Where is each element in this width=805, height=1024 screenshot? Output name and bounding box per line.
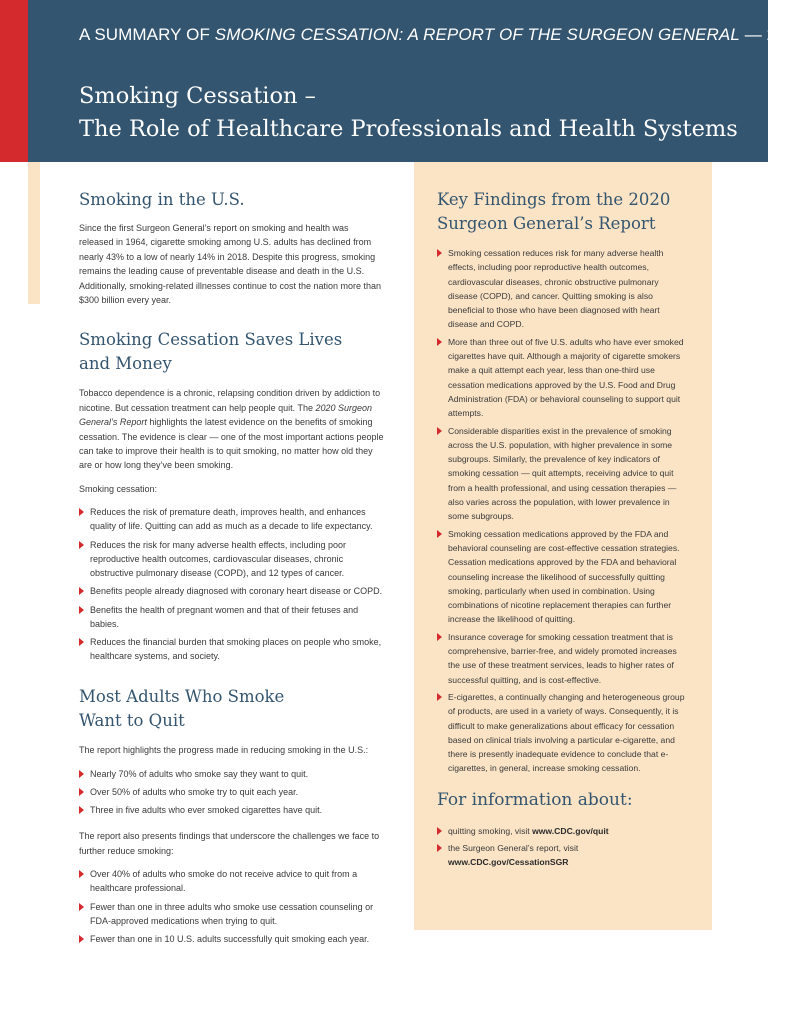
- list-item-text: Benefits the health of pregnant women and that of their fetuses and babies.: [90, 604, 359, 629]
- section-intro-progress: The report highlights the progress made in reducing smoking in the U.S.:: [79, 745, 369, 756]
- info-list: [437, 824, 690, 870]
- bullet-arrow-icon: [79, 806, 84, 814]
- bullet-arrow-icon: [79, 587, 84, 595]
- section-heading-saves-lives: [79, 328, 384, 376]
- sidebar-content: [437, 188, 690, 882]
- body-text: Tobacco dependence is a chronic, relapsing condition driven by addiction to nicotine. But cessation treatment can help people quit. The: [79, 388, 381, 413]
- list-item: [79, 803, 384, 817]
- findings-list: [437, 246, 690, 776]
- info-item: [437, 824, 690, 838]
- list-item: [79, 900, 384, 928]
- list-item: [79, 505, 384, 533]
- benefits-list: [79, 505, 384, 663]
- cdc-quit-link[interactable]: www.CDC.gov/quit: [532, 825, 609, 836]
- cdc-cessation-sgr-link[interactable]: www.CDC.gov/CessationSGR: [448, 857, 569, 868]
- info-heading: For information about:: [437, 789, 633, 810]
- bullet-arrow-icon: [79, 770, 84, 778]
- list-item-text: Benefits people already diagnosed with coronary heart disease or COPD.: [90, 586, 383, 597]
- peach-accent-strip: [28, 162, 40, 304]
- finding-item: [437, 527, 690, 627]
- challenges-list: [79, 867, 384, 946]
- list-item-text: Reduces the financial burden that smoking places on people who smoke, healthcare systems, and society.: [90, 636, 382, 662]
- report-kicker: [79, 23, 805, 47]
- page-title: [79, 80, 738, 146]
- report-title-italic: 2020 Surgeon General’s Report: [79, 402, 373, 428]
- bullet-arrow-icon: [437, 844, 442, 852]
- list-item: [79, 538, 384, 581]
- sidebar-heading-line2: Surgeon General’s Report: [437, 214, 656, 233]
- sidebar-heading-line1: Key Findings from the 2020: [437, 190, 671, 209]
- section-heading-want-to-quit: [79, 685, 384, 733]
- bullet-arrow-icon: [437, 827, 442, 835]
- page-title-line2: The Role of Healthcare Professionals and Health Systems: [79, 116, 738, 142]
- info-item-text: the Surgeon General’s report, visit: [448, 842, 579, 853]
- page-title-line1: Smoking Cessation –: [79, 83, 316, 109]
- list-item-text: Reduces the risk of premature death, improves health, and enhances quality of life. Quitting can add as much as a decade to life expectancy.: [90, 507, 373, 532]
- bullet-arrow-icon: [437, 338, 442, 346]
- body-text: highlights the latest evidence on the benefits of smoking cessation. The evidence is clear — one of the most important actions people can take to improve their health is to quit smoking, no matter how old they are or how long they’ve been smoking.: [79, 417, 384, 471]
- section-heading-want-to-quit-line2: Want to Quit: [79, 711, 185, 731]
- key-findings-sidebar: [414, 162, 712, 930]
- bullet-arrow-icon: [79, 788, 84, 796]
- kicker-report-title: SMOKING CESSATION: A REPORT OF THE SURGEON GENERAL: [214, 25, 740, 44]
- list-item: [79, 932, 384, 946]
- list-item: [79, 635, 384, 663]
- list-item: [79, 785, 384, 799]
- bullet-arrow-icon: [79, 638, 84, 646]
- progress-list: [79, 767, 384, 818]
- section-heading-saves-lives-line2: and Money: [79, 354, 172, 374]
- section-body-saves-lives: [79, 386, 384, 472]
- finding-text: E-cigarettes, a continually changing and heterogeneous group of products, are used in a variety of ways. Consequently, it is difficult to make generalizations about efficacy for cessation based on clinical trials involving a particular e-cigarette, and there is presently inadequate evidence to conclude that e-cigarettes, in general, increase smoking cessation.: [448, 691, 685, 774]
- bullet-arrow-icon: [437, 427, 442, 435]
- section-body-smoking-us: Since the first Surgeon General’s report on smoking and health was released in 1964, cigarette smoking among U.S. adults has declined from nearly 43% to a low of nearly 14% in 2018. Despite this progress, smoking remains the leading cause of preventable disease and death in the U.S. Additionally, smoking-related illnesses continue to cost the nation more than $300 billion every year.: [79, 223, 382, 306]
- main-column: [79, 188, 384, 958]
- bullet-arrow-icon: [79, 541, 84, 549]
- bullet-arrow-icon: [437, 693, 442, 701]
- info-item: [437, 841, 690, 870]
- finding-text: Smoking cessation medications approved by the FDA and behavioral counseling are cost-effective cessation strategies. Cessation medications approved by the FDA and behavioral counseling increase the likelihood of successfully quitting smoking, particularly when used in combination. Using combinations of nicotine replacement therapies can further increase the likelihood of quitting.: [448, 528, 680, 625]
- finding-item: [437, 690, 690, 776]
- finding-item: [437, 424, 690, 524]
- section-heading-want-to-quit-line1: Most Adults Who Smoke: [79, 687, 285, 707]
- finding-item: [437, 246, 690, 332]
- finding-text: More than three out of five U.S. adults who have ever smoked cigarettes have quit. Although a majority of cigarette smokers make a quit attempt each year, less than one-third use cessation medications approved by the U.S. Food and Drug Administration (FDA) or behavioral counseling to support quit attempts.: [448, 336, 684, 419]
- finding-text: Smoking cessation reduces risk for many adverse health effects, including poor reproductive health outcomes, cardiovascular diseases, chronic obstructive pulmonary disease (COPD), and cancer. Quitting smoking is also beneficial to those who have been diagnosed with heart disease and COPD.: [448, 248, 664, 330]
- list-item: [79, 603, 384, 631]
- list-item: [79, 867, 384, 895]
- kicker-prefix: A SUMMARY OF: [79, 25, 215, 44]
- bullet-arrow-icon: [79, 870, 84, 878]
- red-accent-bar: [0, 0, 28, 162]
- bullet-arrow-icon: [437, 249, 442, 257]
- list-item-text: Fewer than one in three adults who smoke use cessation counseling or FDA-approved medications when trying to quit.: [90, 901, 374, 926]
- finding-text: Insurance coverage for smoking cessation treatment that is comprehensive, barrier-free, and widely promoted increases the use of these treatment services, leads to higher rates of successful quitting, and is cost-effective.: [448, 631, 677, 685]
- list-item: [79, 584, 384, 598]
- section-heading-smoking-us: Smoking in the U.S.: [79, 190, 245, 209]
- bullet-arrow-icon: [79, 606, 84, 614]
- finding-item: [437, 335, 690, 421]
- list-item-text: Three in five adults who ever smoked cigarettes have quit.: [90, 805, 323, 816]
- list-item-text: Fewer than one in 10 U.S. adults successfully quit smoking each year.: [90, 933, 370, 944]
- bullet-arrow-icon: [79, 903, 84, 911]
- bullet-arrow-icon: [437, 530, 442, 538]
- section-intro-challenges: The report also presents findings that underscore the challenges we face to further reduce smoking:: [79, 831, 380, 856]
- sidebar-heading: [437, 188, 690, 236]
- bullet-arrow-icon: [79, 935, 84, 943]
- list-item-text: Over 40% of adults who smoke do not receive advice to quit from a healthcare professional.: [90, 869, 358, 894]
- list-item-text: Reduces the risk for many adverse health effects, including poor reproductive health outcomes, cardiovascular diseases, chronic obstructive pulmonary disease (COPD), and 12 types of cancer.: [90, 539, 346, 579]
- bullet-arrow-icon: [79, 508, 84, 516]
- list-item-text: Over 50% of adults who smoke try to quit each year.: [90, 786, 299, 797]
- kicker-year: — 2020: [739, 25, 805, 44]
- list-item-text: Nearly 70% of adults who smoke say they want to quit.: [90, 768, 309, 779]
- finding-text: Considerable disparities exist in the prevalence of smoking across the U.S. population, with higher prevalence in some subgroups. Similarly, the prevalence of key indicators of smoking cessation — quit attempts, receiving advice to quit from a health professional, and using cessation therapies — also varies across the population, with lower prevalence in some subgroups.: [448, 425, 677, 522]
- bullet-arrow-icon: [437, 633, 442, 641]
- list-intro: Smoking cessation:: [79, 483, 158, 494]
- info-item-text: quitting smoking, visit: [448, 825, 533, 836]
- section-heading-saves-lives-line1: Smoking Cessation Saves Lives: [79, 330, 343, 350]
- finding-item: [437, 630, 690, 687]
- list-item: [79, 767, 384, 781]
